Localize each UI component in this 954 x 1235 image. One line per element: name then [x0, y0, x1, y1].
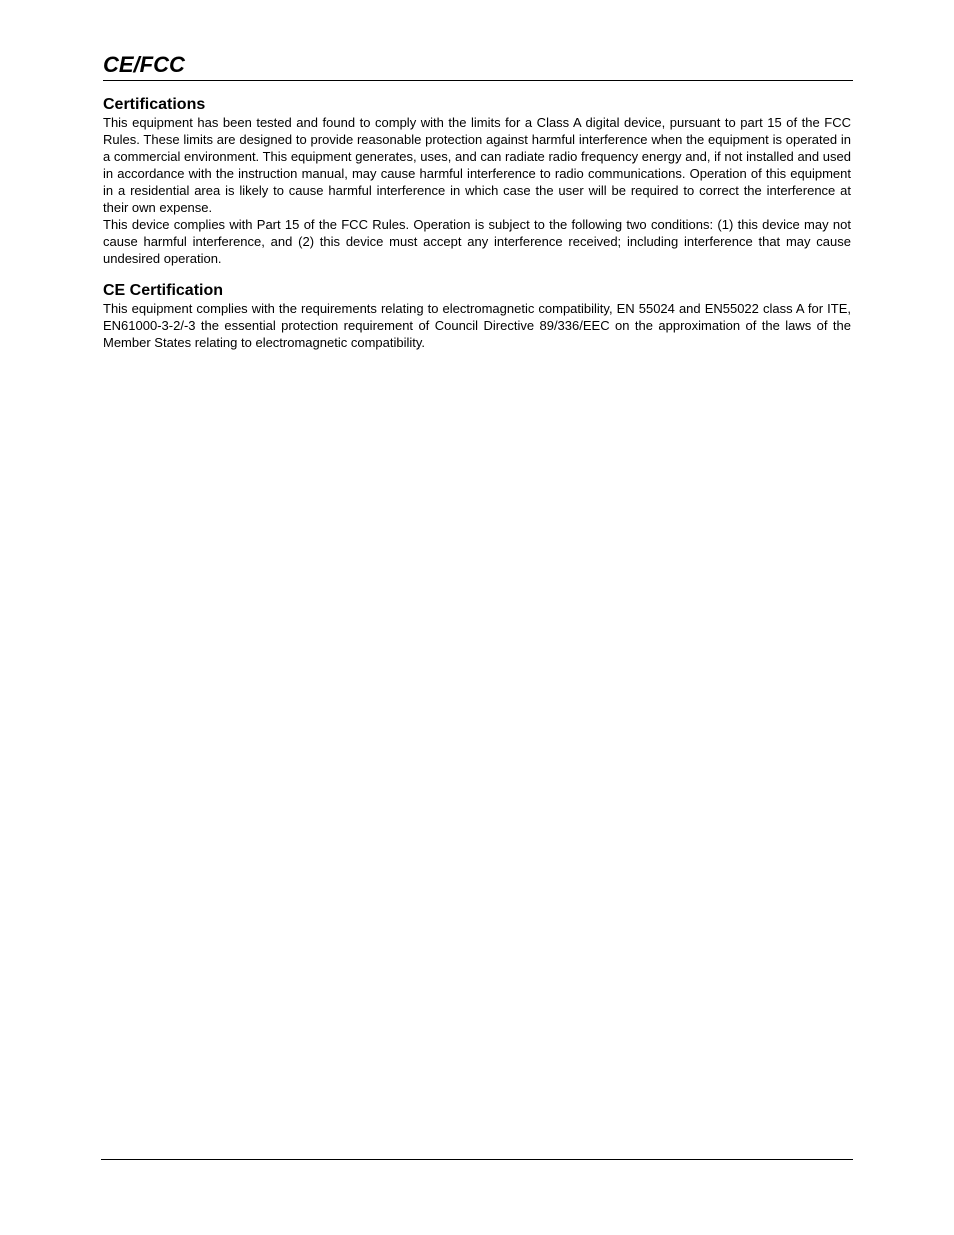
document-body — [103, 95, 851, 351]
page-header — [103, 50, 853, 81]
page-title: CE/FCC — [103, 52, 185, 77]
ce-certification-section — [103, 281, 851, 351]
certifications-heading: Certifications — [103, 96, 206, 113]
ce-compliance-paragraph: This equipment complies with the requirements relating to electromagnetic compatibility, EN 55024 and EN55022 class A for ITE, EN61000-3-2/-3 the essential protection requirement of Council Directive 89/336/EEC on the approximation of the laws of the Member States relating to electromagnetic compatibility. — [103, 301, 851, 350]
fcc-class-a-paragraph: This equipment has been tested and found to comply with the limits for a Class A digital device, pursuant to part 15 of the FCC Rules. These limits are designed to provide reasonable protection against harmful interference when the equipment is operated in a commercial environment. This equipment generates, uses, and can radiate radio frequency energy and, if not installed and used in accordance with the instruction manual, may cause harmful interference to radio communications. Operation of this equipment in a residential area is likely to cause harmful interference in which case the user will be required to correct the interference at their own expense. — [103, 115, 851, 215]
certifications-section — [103, 95, 851, 267]
footer-divider — [101, 1159, 853, 1160]
fcc-part-15-paragraph: This device complies with Part 15 of the FCC Rules. Operation is subject to the following two conditions: (1) this device may not cause harmful interference, and (2) this device must accept any interference received; including interference that may cause undesired operation. — [103, 217, 851, 266]
ce-certification-heading: CE Certification — [103, 282, 224, 299]
